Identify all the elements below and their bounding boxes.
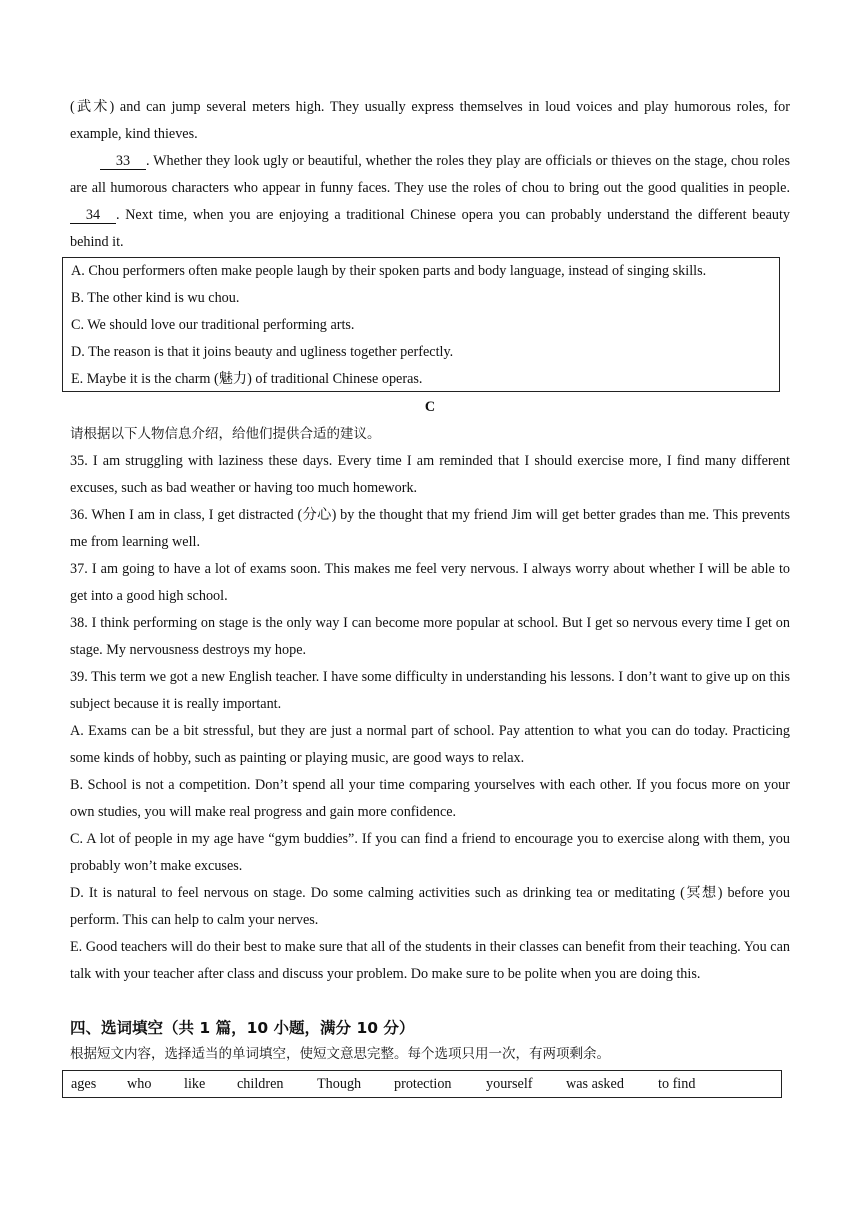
passage-b-paragraph [70,148,790,256]
blank-33[interactable]: 33 [100,153,146,170]
passage-b-text-a: . Whether they look ugly or beautiful, whether the roles they play are officials or thieves on the stage, chou roles are all humorous characters who appear in funny faces. They use the roles of chou to bring out the good qualities in people. [70,153,790,196]
question-37: 37. I am going to have a lot of exams soon. This makes me feel very nervous. I always worry about whether I will be able to get into a good high school. [70,561,790,604]
question-38: 38. I think performing on stage is the only way I can become more popular at school. But I get so nervous every time I get on stage. My nervousness destroys my hope. [70,615,790,658]
advice-e: E. Good teachers will do their best to make sure that all of the students in their classes can benefit from their teaching. You can talk with your teacher after class and discuss your problem. Do make sure to be polite when you are doing this. [70,939,790,982]
passage-b-continuation: (武术) and can jump several meters high. They usually express themselves in loud voices and play humorous roles, for example, kind thieves. [70,99,790,142]
option-b: B. The other kind is wu chou. [71,290,240,306]
word-bank-item: protection [394,1076,452,1092]
word-bank-item: ages [71,1076,97,1092]
advice-c: C. A lot of people in my age have “gym buddies”. If you can find a friend to encourage you to exercise along with them, you probably won’t make excuses. [70,831,790,874]
section-c-instruction: 请根据以下人物信息介绍，给他们提供合适的建议。 [70,426,381,442]
passage-b-text-b: . Next time, when you are enjoying a traditional Chinese opera you can probably understand the different beauty behind it. [70,207,790,250]
advice-d: D. It is natural to feel nervous on stage. Do some calming activities such as drinking tea or meditating (冥想) before you perform. This can help to calm your nerves. [70,885,790,928]
advice-a: A. Exams can be a bit stressful, but they are just a normal part of school. Pay attention to what you can do today. Practicing some kinds of hobby, such as painting or playing music, are good ways to relax. [70,723,790,766]
option-d: D. The reason is that it joins beauty and ugliness together perfectly. [71,344,454,360]
option-a: A. Chou performers often make people laugh by their spoken parts and body language, instead of singing skills. [71,263,707,279]
section-four-heading: 四、选词填空（共 1 篇，10 小题，满分 10 分） [70,1019,415,1037]
blank-34[interactable]: 34 [70,207,116,224]
option-e: E. Maybe it is the charm (魅力) of traditional Chinese operas. [71,371,423,387]
advice-b: B. School is not a competition. Don’t spend all your time comparing yourselves with each other. If you focus more on your own studies, you will make real progress and gain more confidence. [70,777,790,820]
question-35: 35. I am struggling with laziness these days. Every time I am reminded that I should exercise more, I find many different excuses, such as bad weather or having too much homework. [70,453,790,496]
word-bank-item: was asked [566,1076,624,1092]
word-bank-item: to find [658,1076,696,1092]
section-c-title: C [424,399,436,415]
word-bank-item: who [127,1076,152,1092]
word-bank-item: Though [317,1076,362,1092]
word-bank-item: yourself [486,1076,533,1092]
word-bank [62,1070,782,1098]
word-bank-item: like [184,1076,206,1092]
option-c: C. We should love our traditional performing arts. [71,317,355,333]
options-box-b [62,257,780,392]
question-39: 39. This term we got a new English teacher. I have some difficulty in understanding his lessons. I don’t want to give up on this subject because it is really important. [70,669,790,712]
word-bank-item: children [237,1076,284,1092]
question-36: 36. When I am in class, I get distracted (分心) by the thought that my friend Jim will get better grades than me. This prevents me from learning well. [70,507,790,550]
section-four-instruction: 根据短文内容，选择适当的单词填空，使短文意思完整。每个选项只用一次，有两项剩余。 [70,1046,610,1062]
